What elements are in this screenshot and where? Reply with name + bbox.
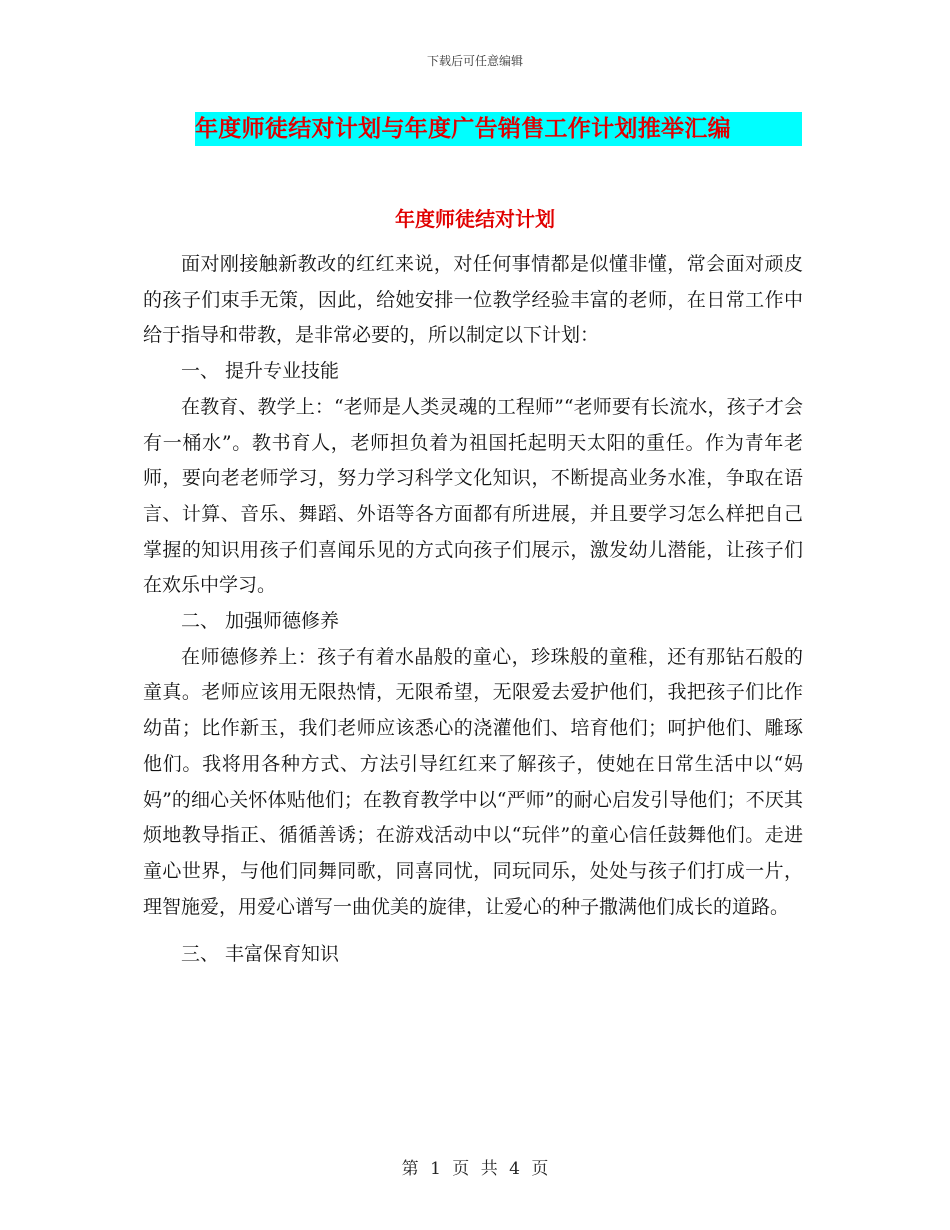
paragraph-skills: 在教育、教学上：“老师是人类灵魂的工程师”“老师要有长流水，孩子才会有一桶水”。教书育人，老师担负着为祖国托起明天太阳的重任。作为青年老师，要向老老师学习，努力学习科学文化知识，不断提高业务水准，争取在语言、计算、音乐、舞蹈、外语等各方面都有所进展，并且要学习怎么样把自己掌握的知识用孩子们喜闻乐见的方式向孩子们展示，激发幼儿潜能，让孩子们在欢乐中学习。	[143, 395, 803, 597]
document-title-highlight	[195, 112, 802, 146]
document-title: 年度师徒结对计划与年度广告销售工作计划推举汇编	[195, 116, 731, 142]
page-header-note: 下载后可任意编辑	[426, 54, 523, 68]
heading-childcare: 三、 丰富保育知识	[181, 943, 340, 966]
section-title: 年度师徒结对计划	[395, 207, 555, 231]
paragraph-ethics: 在师德修养上：孩子有着水晶般的童心，珍珠般的童稚，还有那钻石般的童真。老师应该用无限热情，无限希望，无限爱去爱护他们，我把孩子们比作幼苗；比作新玉，我们老师应该悉心的浇灌他们、培育他们；呵护他们、雕琢他们。我将用各种方式、方法引导红红来了解孩子，使她在日常生活中以“妈妈”的细心关怀体贴他们；在教育教学中以“严师”的耐心启发引导他们；不厌其烦地教导指正、循循善诱；在游戏活动中以“玩伴”的童心信任鼓舞他们。走进童心世界，与他们同舞同歌，同喜同忧，同玩同乐，处处与孩子们打成一片，理智施爱，用爱心谱写一曲优美的旋律，让爱心的种子撒满他们成长的道路。	[143, 645, 803, 918]
page-number: 第 1 页 共 4 页	[401, 1159, 549, 1179]
intro-paragraph: 面对刚接触新教改的红红来说，对任何事情都是似懂非懂，常会面对顽皮的孩子们束手无策，因此，给她安排一位教学经验丰富的老师，在日常工作中给于指导和带教，是非常必要的，所以制定以下计划：	[143, 253, 803, 347]
heading-ethics: 二、 加强师德修养	[181, 610, 340, 633]
document-body	[143, 247, 803, 973]
heading-skills: 一、 提升专业技能	[181, 360, 340, 383]
